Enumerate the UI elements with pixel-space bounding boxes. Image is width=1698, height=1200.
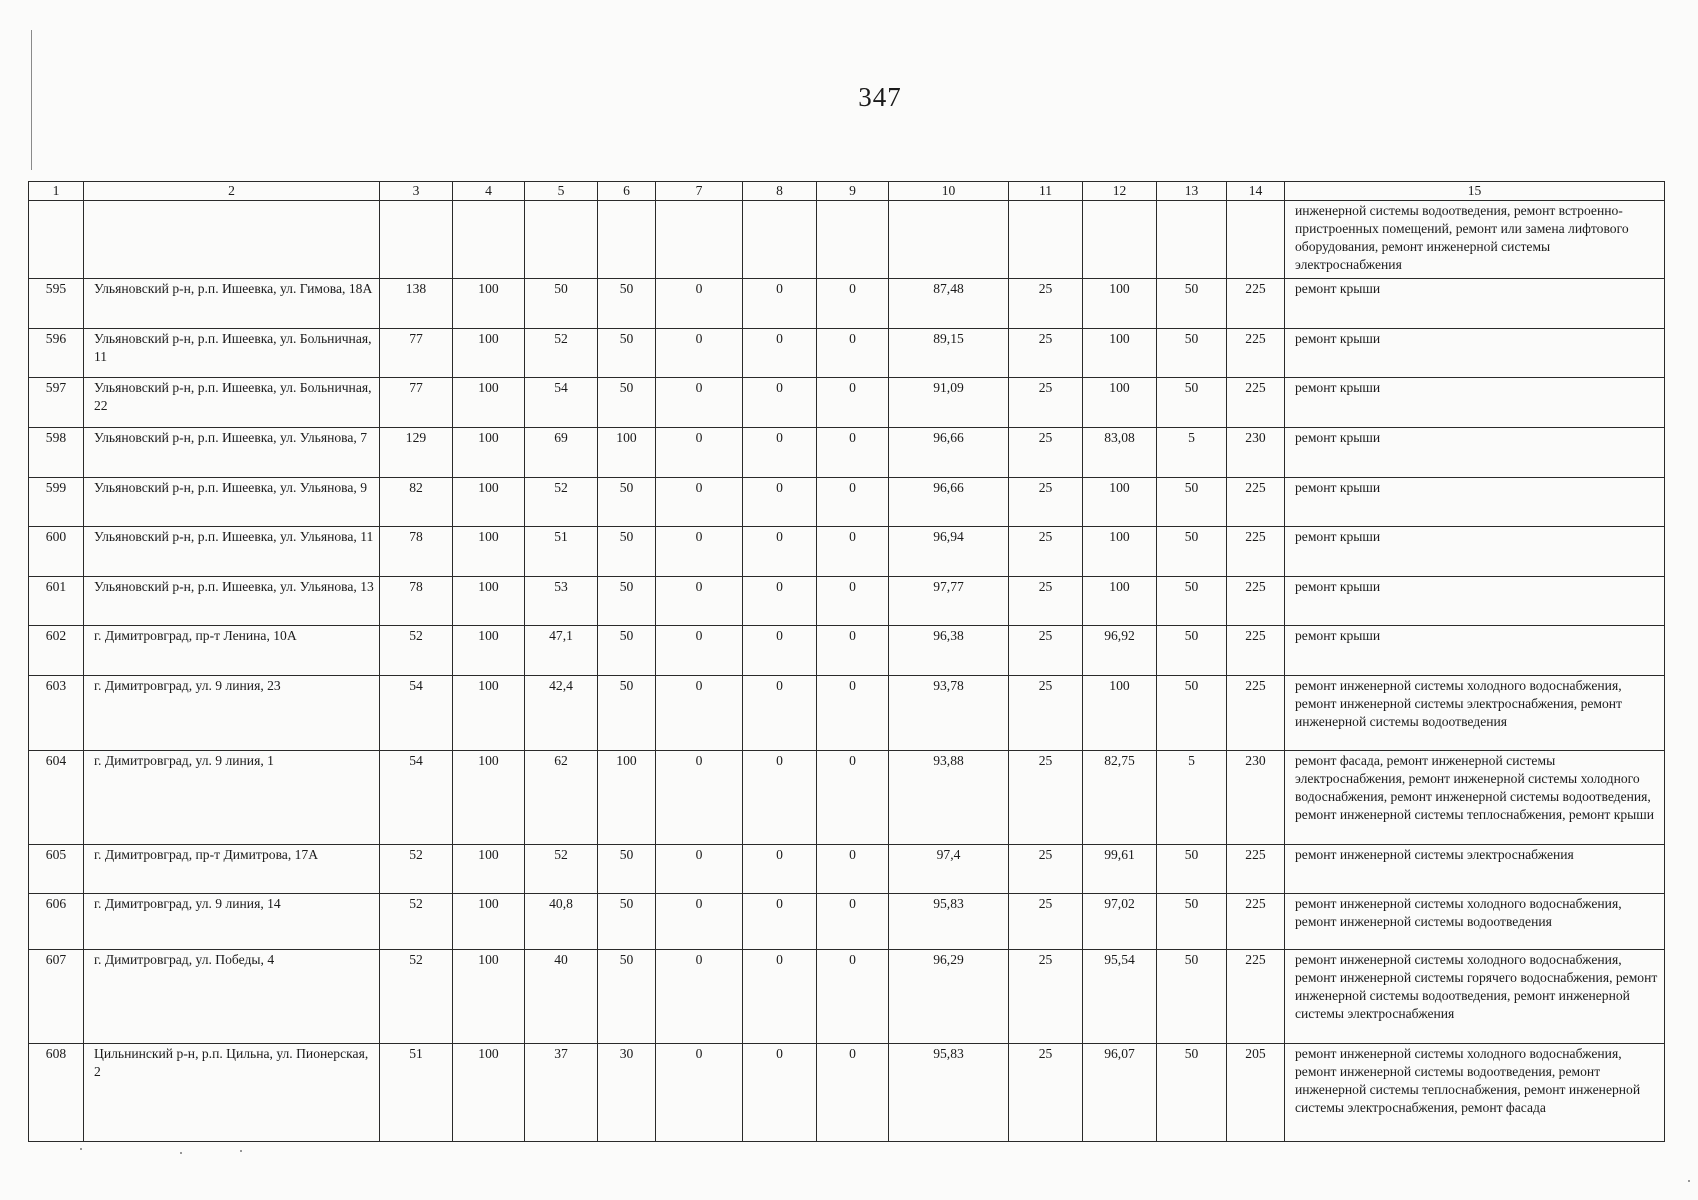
cell-col-10: 95,83	[889, 1044, 1009, 1142]
cell-col-8: 0	[743, 378, 817, 428]
cell-col-11: 25	[1009, 378, 1083, 428]
cell-work-description: ремонт крыши	[1285, 428, 1665, 478]
cell-col-12: 97,02	[1083, 894, 1157, 950]
scan-speck	[240, 1150, 242, 1152]
cell-col-12: 96,92	[1083, 626, 1157, 676]
cell-col-6: 50	[598, 478, 656, 527]
cell-col-11: 25	[1009, 279, 1083, 329]
cell-col-4: 100	[453, 279, 525, 329]
cell-col-6: 50	[598, 845, 656, 894]
cell-address: г. Димитровград, ул. 9 линия, 14	[84, 894, 380, 950]
cell-col-14: 225	[1227, 378, 1285, 428]
cell-work-description: ремонт крыши	[1285, 478, 1665, 527]
cell-col-11: 25	[1009, 950, 1083, 1044]
cell-col-11: 25	[1009, 527, 1083, 577]
table-row	[29, 378, 1665, 428]
cell-row-number: 599	[29, 478, 84, 527]
column-header-11: 11	[1009, 182, 1083, 201]
cell-col-6: 50	[598, 577, 656, 626]
table-row	[29, 428, 1665, 478]
table-row	[29, 845, 1665, 894]
cell-col-13: 50	[1157, 626, 1227, 676]
cell-col-11: 25	[1009, 845, 1083, 894]
column-header-13: 13	[1157, 182, 1227, 201]
cell-col-8: 0	[743, 1044, 817, 1142]
cell-col-7: 0	[656, 378, 743, 428]
cell-col-5: 52	[525, 478, 598, 527]
cell-row-number: 596	[29, 329, 84, 378]
cell-col-12: 100	[1083, 378, 1157, 428]
column-header-1: 1	[29, 182, 84, 201]
cell-col-14: 225	[1227, 577, 1285, 626]
cell-col-8: 0	[743, 676, 817, 751]
cell-col-7: 0	[656, 428, 743, 478]
cell-col-8: 0	[743, 845, 817, 894]
cell-col-12: 100	[1083, 279, 1157, 329]
cell-col-3: 54	[380, 676, 453, 751]
cell-col-14: 225	[1227, 845, 1285, 894]
cell-col-3: 77	[380, 378, 453, 428]
cell-col-10: 96,29	[889, 950, 1009, 1044]
scan-speck	[80, 1148, 82, 1150]
cell-row-number: 595	[29, 279, 84, 329]
cell-col-11: 25	[1009, 626, 1083, 676]
cell-col-11: 25	[1009, 676, 1083, 751]
cell-work-description: ремонт инженерной системы холодного водоснабжения, ремонт инженерной системы горячего водоснабжения, ремонт инженерной системы водоотведения, ремонт инженерной системы электроснабжения	[1285, 950, 1665, 1044]
cell-col-10: 97,77	[889, 577, 1009, 626]
cell-address: Ульяновский р-н, р.п. Ишеевка, ул. Больничная, 22	[84, 378, 380, 428]
cell-col-6: 50	[598, 279, 656, 329]
cell-address: Ульяновский р-н, р.п. Ишеевка, ул. Ульянова, 9	[84, 478, 380, 527]
cell-col-5: 51	[525, 527, 598, 577]
cell-col-3: 52	[380, 950, 453, 1044]
cell-col-4: 100	[453, 626, 525, 676]
column-header-6: 6	[598, 182, 656, 201]
table-row	[29, 329, 1665, 378]
cell-col-12: 100	[1083, 577, 1157, 626]
cell-col-14: 225	[1227, 626, 1285, 676]
cell-col-8: 0	[743, 577, 817, 626]
cell-work-description: ремонт крыши	[1285, 577, 1665, 626]
cell-address: г. Димитровград, ул. 9 линия, 1	[84, 751, 380, 845]
cell-col-10: 96,94	[889, 527, 1009, 577]
cell-address: Ульяновский р-н, р.п. Ишеевка, ул. Ульянова, 7	[84, 428, 380, 478]
cell-col-12: 95,54	[1083, 950, 1157, 1044]
cell-col-13: 50	[1157, 676, 1227, 751]
cell-col-10: 96,66	[889, 428, 1009, 478]
cell-work-description: ремонт крыши	[1285, 279, 1665, 329]
cell-col-13: 50	[1157, 478, 1227, 527]
cell-work-description: ремонт инженерной системы холодного водоснабжения, ремонт инженерной системы водоотведения	[1285, 894, 1665, 950]
cell-col-7: 0	[656, 751, 743, 845]
cell-col-4: 100	[453, 894, 525, 950]
cell-col-10: 91,09	[889, 378, 1009, 428]
cell-col-13: 50	[1157, 1044, 1227, 1142]
cell-col-14: 225	[1227, 676, 1285, 751]
cell-col-12: 100	[1083, 478, 1157, 527]
cell-col-5: 53	[525, 577, 598, 626]
column-header-15: 15	[1285, 182, 1665, 201]
cell-col-13: 50	[1157, 329, 1227, 378]
cell-address: Ульяновский р-н, р.п. Ишеевка, ул. Больничная, 11	[84, 329, 380, 378]
cell-col-11: 25	[1009, 577, 1083, 626]
cell-col-14: 225	[1227, 279, 1285, 329]
cell-row-number: 604	[29, 751, 84, 845]
cell-col-9: 0	[817, 527, 889, 577]
column-header-9: 9	[817, 182, 889, 201]
column-header-14: 14	[1227, 182, 1285, 201]
cell-col-10: 97,4	[889, 845, 1009, 894]
cell-row-number: 603	[29, 676, 84, 751]
cell-col-9: 0	[817, 950, 889, 1044]
cell-col-13: 5	[1157, 751, 1227, 845]
cell-row-number: 606	[29, 894, 84, 950]
cell-col-8: 0	[743, 950, 817, 1044]
cell-col-9: 0	[817, 279, 889, 329]
cell-col-3: 129	[380, 428, 453, 478]
cell-col-8: 0	[743, 626, 817, 676]
cell-col-10: 93,78	[889, 676, 1009, 751]
cell-col-3: 82	[380, 478, 453, 527]
cell-col-14: 225	[1227, 894, 1285, 950]
cell-col-6: 100	[598, 751, 656, 845]
column-header-8: 8	[743, 182, 817, 201]
cell-row-number: 601	[29, 577, 84, 626]
cell-address: Ульяновский р-н, р.п. Ишеевка, ул. Гимова, 18А	[84, 279, 380, 329]
cell-address: Ульяновский р-н, р.п. Ишеевка, ул. Ульянова, 11	[84, 527, 380, 577]
cell-work-description: ремонт крыши	[1285, 527, 1665, 577]
cell-col-9: 0	[817, 626, 889, 676]
cell-col-7: 0	[656, 527, 743, 577]
cell-work-description: ремонт инженерной системы электроснабжения	[1285, 845, 1665, 894]
cell-address: Ульяновский р-н, р.п. Ишеевка, ул. Ульянова, 13	[84, 577, 380, 626]
cell-col-14: 225	[1227, 950, 1285, 1044]
cell-col-11: 25	[1009, 751, 1083, 845]
cell-col-13: 50	[1157, 279, 1227, 329]
cell-col-13: 50	[1157, 894, 1227, 950]
cell-work-description: ремонт инженерной системы холодного водоснабжения, ремонт инженерной системы водоотведения, ремонт инженерной системы теплоснабжения, ремонт инженерной системы электроснабжения, ремонт фасада	[1285, 1044, 1665, 1142]
cell-col-5: 40	[525, 950, 598, 1044]
cell-col-14: 225	[1227, 478, 1285, 527]
column-header-12: 12	[1083, 182, 1157, 201]
cell-col-9: 0	[817, 329, 889, 378]
cell-col-12: 100	[1083, 676, 1157, 751]
cell-row-number: 608	[29, 1044, 84, 1142]
column-header-5: 5	[525, 182, 598, 201]
continuation-work-description: инженерной системы водоотведения, ремонт встроенно-пристроенных помещений, ремонт или замена лифтового оборудования, ремонт инженерной системы электроснабжения	[1285, 201, 1665, 279]
cell-col-3: 138	[380, 279, 453, 329]
cell-col-3: 52	[380, 626, 453, 676]
cell-col-7: 0	[656, 950, 743, 1044]
cell-col-7: 0	[656, 577, 743, 626]
cell-col-8: 0	[743, 478, 817, 527]
column-header-10: 10	[889, 182, 1009, 201]
cell-row-number: 602	[29, 626, 84, 676]
cell-col-7: 0	[656, 626, 743, 676]
cell-col-8: 0	[743, 279, 817, 329]
cell-col-9: 0	[817, 378, 889, 428]
cell-col-12: 83,08	[1083, 428, 1157, 478]
table-row	[29, 626, 1665, 676]
table-row	[29, 751, 1665, 845]
cell-col-4: 100	[453, 329, 525, 378]
cell-address: г. Димитровград, пр-т Ленина, 10А	[84, 626, 380, 676]
cell-col-6: 50	[598, 378, 656, 428]
cell-col-3: 78	[380, 527, 453, 577]
column-header-2: 2	[84, 182, 380, 201]
cell-col-13: 50	[1157, 378, 1227, 428]
cell-col-5: 69	[525, 428, 598, 478]
cell-col-11: 25	[1009, 894, 1083, 950]
cell-row-number: 597	[29, 378, 84, 428]
cell-col-13: 50	[1157, 845, 1227, 894]
table-row	[29, 676, 1665, 751]
cell-work-description: ремонт крыши	[1285, 626, 1665, 676]
cell-col-14: 230	[1227, 428, 1285, 478]
cell-col-10: 96,38	[889, 626, 1009, 676]
cell-col-7: 0	[656, 1044, 743, 1142]
cell-col-10: 87,48	[889, 279, 1009, 329]
cell-col-8: 0	[743, 894, 817, 950]
cell-col-10: 93,88	[889, 751, 1009, 845]
cell-col-12: 96,07	[1083, 1044, 1157, 1142]
cell-col-5: 50	[525, 279, 598, 329]
cell-col-11: 25	[1009, 329, 1083, 378]
cell-col-9: 0	[817, 1044, 889, 1142]
table-row	[29, 894, 1665, 950]
cell-col-11: 25	[1009, 478, 1083, 527]
cell-work-description: ремонт крыши	[1285, 329, 1665, 378]
cell-col-9: 0	[817, 751, 889, 845]
column-header-7: 7	[656, 182, 743, 201]
cell-col-10: 89,15	[889, 329, 1009, 378]
cell-col-6: 50	[598, 894, 656, 950]
cell-address: Цильнинский р-н, р.п. Цильна, ул. Пионерская, 2	[84, 1044, 380, 1142]
cell-col-12: 100	[1083, 329, 1157, 378]
data-table	[28, 181, 1665, 1142]
cell-row-number: 607	[29, 950, 84, 1044]
cell-address: г. Димитровград, ул. Победы, 4	[84, 950, 380, 1044]
cell-col-9: 0	[817, 478, 889, 527]
cell-col-8: 0	[743, 527, 817, 577]
cell-row-number: 598	[29, 428, 84, 478]
cell-col-14: 205	[1227, 1044, 1285, 1142]
cell-col-5: 37	[525, 1044, 598, 1142]
cell-col-5: 40,8	[525, 894, 598, 950]
cell-col-8: 0	[743, 329, 817, 378]
cell-col-10: 95,83	[889, 894, 1009, 950]
cell-address: г. Димитровград, пр-т Димитрова, 17А	[84, 845, 380, 894]
cell-col-14: 225	[1227, 329, 1285, 378]
cell-col-9: 0	[817, 845, 889, 894]
cell-col-14: 225	[1227, 527, 1285, 577]
cell-col-4: 100	[453, 1044, 525, 1142]
cell-col-3: 52	[380, 894, 453, 950]
cell-col-5: 47,1	[525, 626, 598, 676]
cell-col-6: 50	[598, 950, 656, 1044]
table-row	[29, 577, 1665, 626]
cell-col-7: 0	[656, 845, 743, 894]
cell-col-6: 50	[598, 676, 656, 751]
table-body	[29, 201, 1665, 1142]
cell-col-3: 52	[380, 845, 453, 894]
cell-col-5: 62	[525, 751, 598, 845]
cell-col-11: 25	[1009, 428, 1083, 478]
cell-col-6: 30	[598, 1044, 656, 1142]
cell-col-4: 100	[453, 478, 525, 527]
cell-col-4: 100	[453, 428, 525, 478]
cell-col-3: 77	[380, 329, 453, 378]
cell-col-12: 99,61	[1083, 845, 1157, 894]
cell-row-number: 600	[29, 527, 84, 577]
cell-col-13: 50	[1157, 950, 1227, 1044]
scan-speck	[1688, 1180, 1690, 1182]
cell-col-4: 100	[453, 676, 525, 751]
cell-col-3: 51	[380, 1044, 453, 1142]
column-header-4: 4	[453, 182, 525, 201]
cell-col-9: 0	[817, 676, 889, 751]
cell-col-5: 52	[525, 329, 598, 378]
cell-col-7: 0	[656, 329, 743, 378]
header-row	[29, 182, 1665, 201]
cell-col-8: 0	[743, 751, 817, 845]
cell-col-9: 0	[817, 428, 889, 478]
cell-col-8: 0	[743, 428, 817, 478]
cell-address: г. Димитровград, ул. 9 линия, 23	[84, 676, 380, 751]
column-header-3: 3	[380, 182, 453, 201]
cell-col-7: 0	[656, 478, 743, 527]
cell-col-4: 100	[453, 845, 525, 894]
cell-work-description: ремонт крыши	[1285, 378, 1665, 428]
cell-col-13: 50	[1157, 527, 1227, 577]
cell-col-4: 100	[453, 527, 525, 577]
cell-col-4: 100	[453, 950, 525, 1044]
cell-row-number: 605	[29, 845, 84, 894]
table-row	[29, 527, 1665, 577]
cell-col-5: 54	[525, 378, 598, 428]
cell-col-7: 0	[656, 676, 743, 751]
scan-speck	[180, 1152, 182, 1154]
cell-work-description: ремонт фасада, ремонт инженерной системы электроснабжения, ремонт инженерной системы холодного водоснабжения, ремонт инженерной системы водоотведения, ремонт инженерной системы теплоснабжения, ремонт крыши	[1285, 751, 1665, 845]
cell-col-12: 100	[1083, 527, 1157, 577]
cell-col-7: 0	[656, 279, 743, 329]
cell-work-description: ремонт инженерной системы холодного водоснабжения, ремонт инженерной системы электроснабжения, ремонт инженерной системы водоотведения	[1285, 676, 1665, 751]
cell-col-3: 54	[380, 751, 453, 845]
cell-col-11: 25	[1009, 1044, 1083, 1142]
page-number: 347	[858, 82, 902, 112]
cell-col-5: 52	[525, 845, 598, 894]
cell-col-14: 230	[1227, 751, 1285, 845]
cell-col-5: 42,4	[525, 676, 598, 751]
data-table-wrapper	[28, 181, 1665, 1142]
table-row	[29, 950, 1665, 1044]
continuation-row	[29, 201, 1665, 279]
cell-col-6: 50	[598, 329, 656, 378]
cell-col-12: 82,75	[1083, 751, 1157, 845]
table-row	[29, 279, 1665, 329]
cell-col-9: 0	[817, 894, 889, 950]
table-row	[29, 1044, 1665, 1142]
cell-col-9: 0	[817, 577, 889, 626]
cell-col-4: 100	[453, 577, 525, 626]
cell-col-6: 100	[598, 428, 656, 478]
cell-col-4: 100	[453, 378, 525, 428]
cell-col-7: 0	[656, 894, 743, 950]
cell-col-10: 96,66	[889, 478, 1009, 527]
cell-col-3: 78	[380, 577, 453, 626]
cell-col-4: 100	[453, 751, 525, 845]
cell-col-6: 50	[598, 626, 656, 676]
cell-col-6: 50	[598, 527, 656, 577]
table-row	[29, 478, 1665, 527]
cell-col-13: 5	[1157, 428, 1227, 478]
cell-col-13: 50	[1157, 577, 1227, 626]
